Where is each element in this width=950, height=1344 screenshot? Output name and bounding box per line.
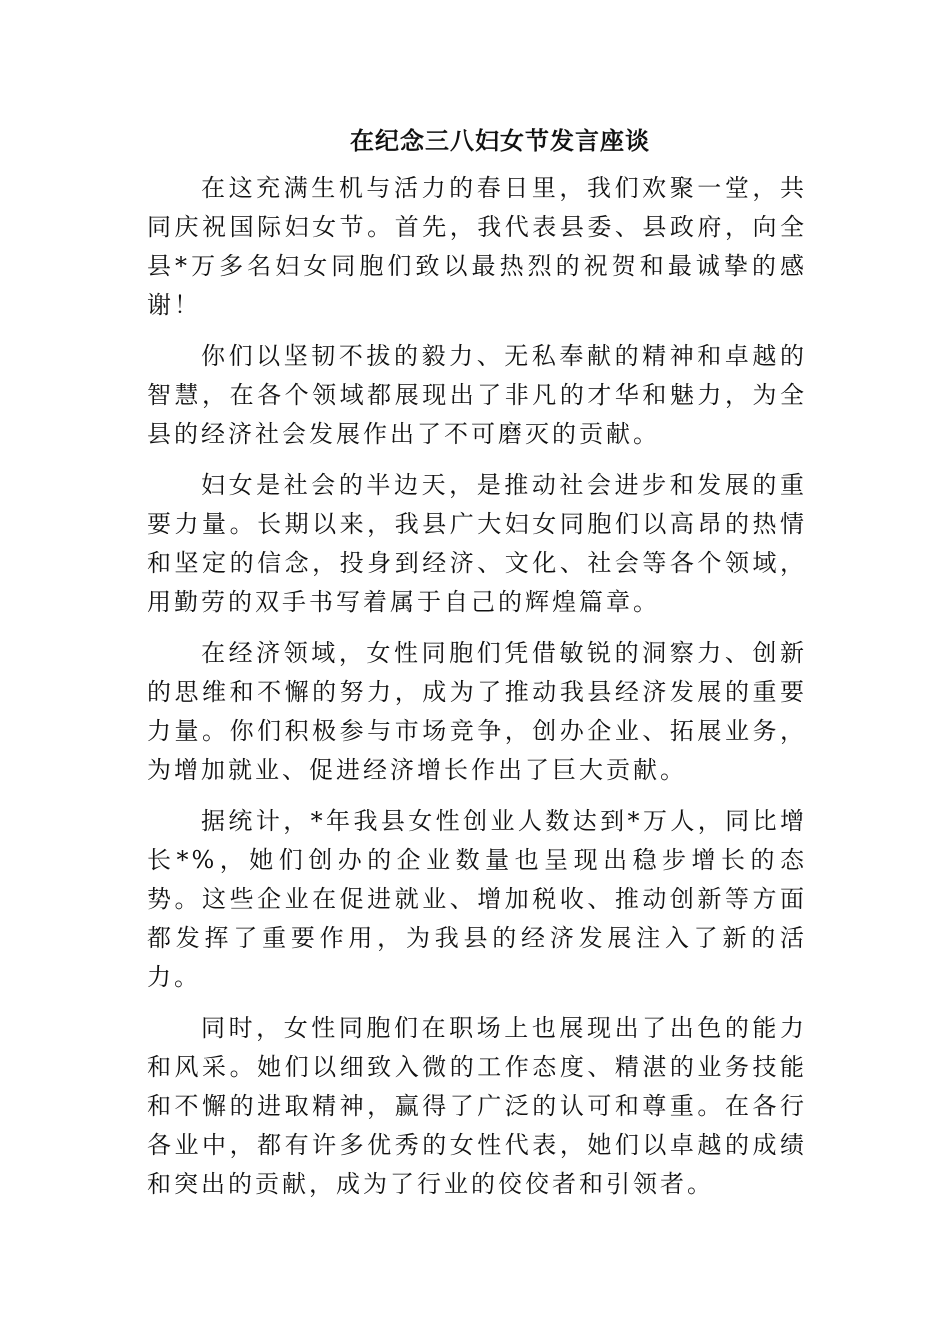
- paragraph-4: 在经济领域，女性同胞们凭借敏锐的洞察力、创新的思维和不懈的努力，成为了推动我县经济发展的重要力量。你们积极参与市场竞争，创办企业、拓展业务，为增加就业、促进经济增长作出了巨大贡献。: [147, 639, 807, 784]
- document-title: 在纪念三八妇女节发言座谈: [350, 126, 650, 155]
- paragraph-6: 同时，女性同胞们在职场上也展现出了出色的能力和风采。她们以细致入微的工作态度、精湛的业务技能和不懈的进取精神，赢得了广泛的认可和尊重。在各行各业中，都有许多优秀的女性代表，她们以卓越的成绩和突出的贡献，成为了行业的佼佼者和引领者。: [147, 1014, 807, 1198]
- paragraph-1: 在这充满生机与活力的春日里，我们欢聚一堂，共同庆祝国际妇女节。首先，我代表县委、县政府，向全县*万多名妇女同胞们致以最热烈的祝贺和最诚挚的感谢！: [147, 174, 807, 319]
- document-body: [147, 169, 807, 1216]
- paragraph-5: 据统计，*年我县女性创业人数达到*万人，同比增长*%，她们创办的企业数量也呈现出稳步增长的态势。这些企业在促进就业、增加税收、推动创新等方面都发挥了重要作用，为我县的经济发展注入了新的活力。: [147, 807, 807, 991]
- paragraph-3: 妇女是社会的半边天，是推动社会进步和发展的重要力量。长期以来，我县广大妇女同胞们以高昂的热情和坚定的信念，投身到经济、文化、社会等各个领域，用勤劳的双手书写着属于自己的辉煌篇章。: [147, 471, 807, 616]
- paragraph-2: 你们以坚韧不拔的毅力、无私奉献的精神和卓越的智慧，在各个领域都展现出了非凡的才华和魅力，为全县的经济社会发展作出了不可磨灭的贡献。: [147, 342, 807, 448]
